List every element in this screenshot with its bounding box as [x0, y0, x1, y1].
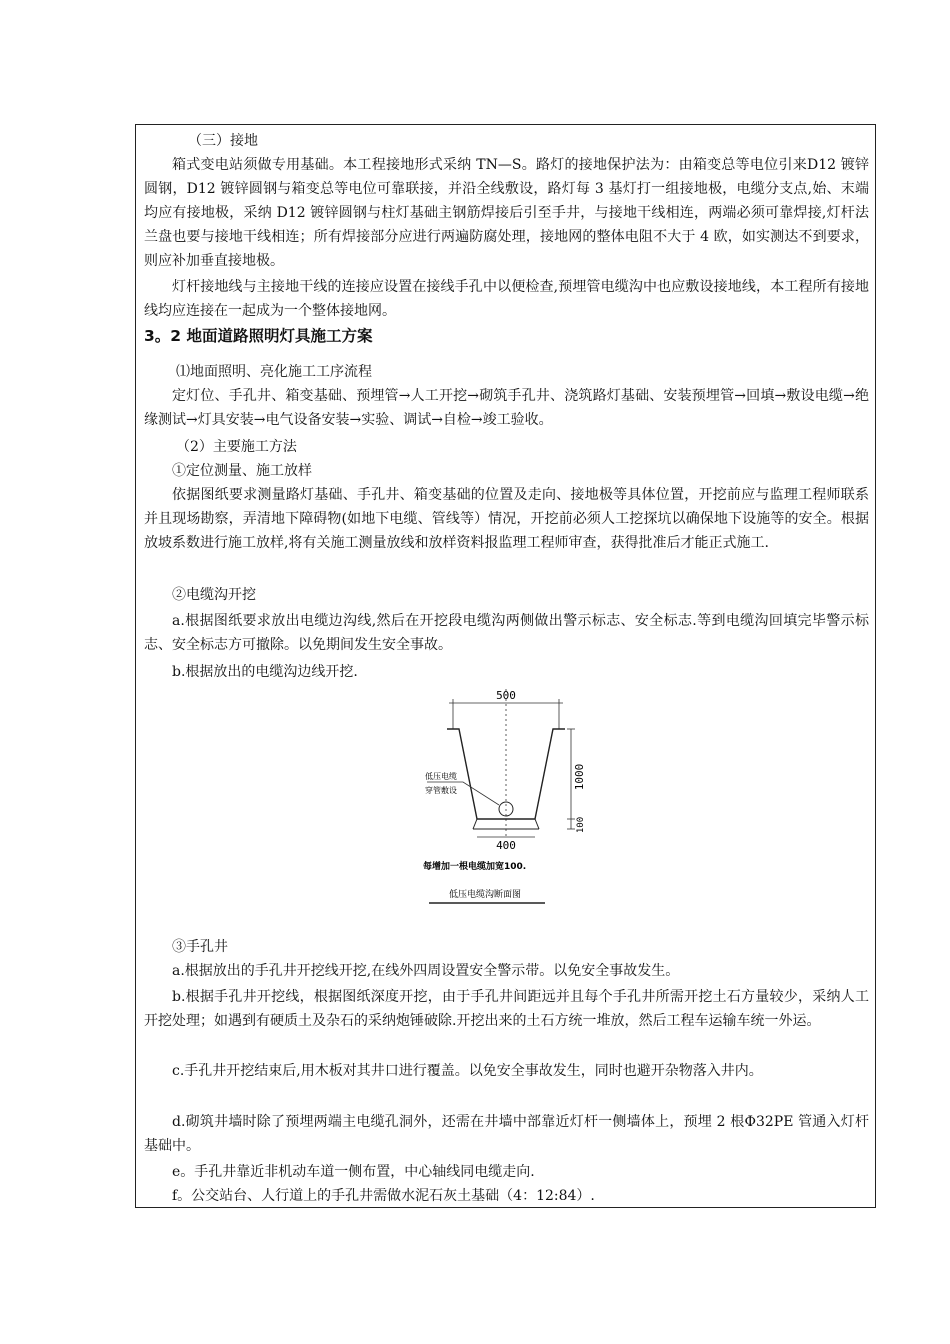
- dim-top-label: 500: [496, 689, 516, 702]
- process-body: 定灯位、手孔井、箱变基础、预埋管→人工开挖→砌筑手孔井、浇筑路灯基础、安装预埋管→回填→敷设电缆→绝缘测试→灯具安装→电气设备安装→实验、调试→自检→竣工验收。: [144, 388, 869, 428]
- method-3-a: a.根据放出的手孔井开挖线开挖,在线外四周设置安全警示带。以免安全事故发生。: [172, 963, 680, 979]
- method-3-title: ③手孔井: [172, 939, 228, 955]
- grounding-paragraph-1: 箱式变电站须做专用基础。本工程接地形式采纳 TN—S。路灯的接地保护法为：由箱变总等电位引来D12 镀锌圆钢，D12 镀锌圆钢与箱变总等电位可靠联接，并沿全线敷设，路灯每 3 基灯打一组接地极，电缆分支点,始、末端均应有接地极，采纳 D12 镀锌圆钢与柱灯基础主钢筋焊接后引至手井，与接地干线相连，两端必须可靠焊接,灯杆法兰盘也要与接地干线相连；所有焊接部分应进行两遍防腐处理，接地网的整体电阻不大于 4 欧，如实测达不到要求，则应补加垂直接地极。: [144, 157, 869, 269]
- grounding-title: （三）接地: [188, 133, 258, 149]
- cable-label-line1: 低压电缆: [425, 772, 457, 781]
- document-frame: [135, 124, 876, 1208]
- section-heading-3-2: 3。2 地面道路照明灯具施工方案: [144, 327, 373, 345]
- method-3-f: f。公交站台、人行道上的手孔井需做水泥石灰土基础（4：12:84）.: [172, 1188, 595, 1204]
- methods-title: （2）主要施工方法: [176, 439, 297, 455]
- process-title: ⑴地面照明、亮化施工工序流程: [176, 364, 372, 380]
- trench-bed-right: [535, 819, 539, 829]
- method-3-d: d.砌筑井墙时除了预埋两端主电缆孔洞外，还需在井墙中部靠近灯杆一侧墙体上，预埋 2 根Φ32PE 管通入灯杆基础中。: [144, 1114, 869, 1154]
- method-1-body: 依据图纸要求测量路灯基础、手孔井、箱变基础的位置及走向、接地极等具体位置，开挖前应与监理工程师联系并且现场勘察，弄清地下障碍物(如地下电缆、管线等）情况，开挖前必须人工挖探坑以确保地下设施等的安全。根据放坡系数进行施工放样,将有关施工测量放线和放样资料报监理工程师审查，获得批准后才能正式施工.: [144, 487, 869, 551]
- method-3-b: b.根据手孔井开挖线，根据图纸深度开挖，由于手孔井间距远并且每个手孔井所需开挖土石方量较少，采纳人工开挖处理；如遇到有硬质土及杂石的采纳炮锤破除.开挖出来的土石方统一堆放，然后工程车运输车统一外运。: [144, 989, 869, 1029]
- dim-depth-label: 1000: [573, 763, 586, 791]
- method-2-a: a.根据图纸要求放出电缆边沟线,然后在开挖段电缆沟两侧做出警示标志、安全标志.等到电缆沟回填完毕警示标志、安全标志方可撤除。以免期间发生安全事故。: [144, 613, 869, 653]
- trench-bed-left: [473, 819, 477, 829]
- dim-bottom-label: 400: [496, 839, 516, 852]
- method-3-e: e。手孔井靠近非机动车道一侧布置，中心轴线同电缆走向.: [172, 1164, 535, 1180]
- method-3-c: c.手孔井开挖结束后,用木板对其井口进行覆盖。以免安全事故发生，同时也避开杂物落入井内。: [172, 1063, 763, 1079]
- cable-label-line2: 穿管敷设: [425, 786, 457, 795]
- figure-note: 每增加一根电缆加宽100.: [423, 862, 527, 872]
- method-1-title: ①定位测量、施工放样: [172, 463, 312, 479]
- method-2-b: b.根据放出的电缆沟边线开挖.: [172, 664, 358, 680]
- dim-bottom-depth-label: 100: [576, 816, 586, 834]
- cable-trench-section-figure: [421, 687, 591, 907]
- method-2-title: ②电缆沟开挖: [172, 587, 256, 603]
- figure-caption: 低压电缆沟断面图: [448, 890, 522, 900]
- grounding-paragraph-2: 灯杆接地线与主接地干线的连接应设置在接线手孔中以便检查,预埋管电缆沟中也应敷设接地线，本工程所有接地线均应连接在一起成为一个整体接地网。: [144, 279, 869, 319]
